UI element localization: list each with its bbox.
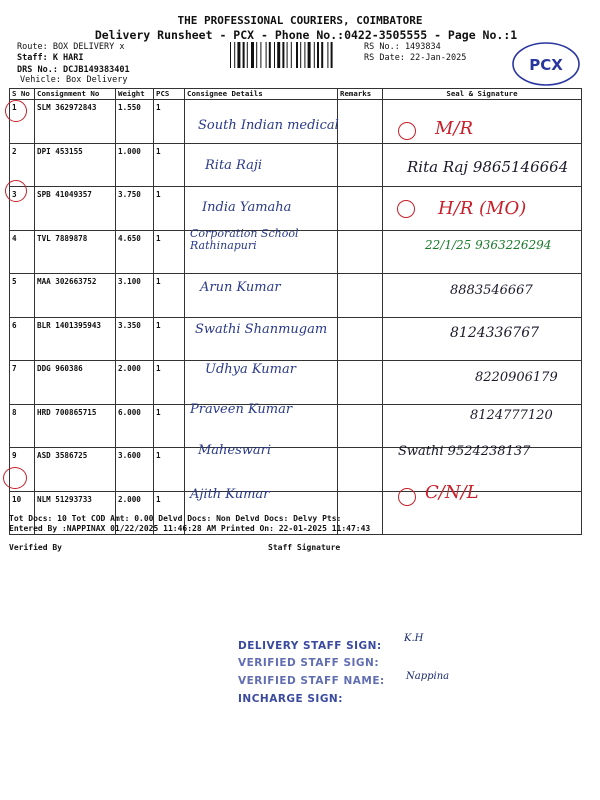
row-weight: 3.350: [116, 317, 154, 361]
row-remarks: [338, 274, 383, 318]
handwritten-consignee: Rita Raji: [205, 158, 263, 173]
handwritten-consignee: India Yamaha: [202, 200, 292, 215]
row-weight: 1.000: [116, 143, 154, 187]
barcode-bar: [230, 42, 231, 68]
handwritten-signature: 22/1/25 9363226294: [425, 238, 552, 252]
row-consignment: SPB 41049357: [35, 187, 116, 231]
red-cross-mark: [398, 488, 416, 506]
handwritten-consignee: Corporation School Rathinapuri: [190, 227, 299, 252]
verified-by-label: Verified By: [9, 543, 62, 552]
row-remarks: [338, 404, 383, 448]
rs-number: RS No.: 1493834: [364, 42, 441, 52]
row-sno: 3: [10, 187, 35, 231]
red-cross-mark: [397, 200, 415, 218]
row-weight: 3.600: [116, 448, 154, 492]
barcode-bar: [314, 42, 315, 68]
row-remarks: [338, 317, 383, 361]
barcode-bar: [237, 42, 240, 68]
barcode-image: [230, 42, 358, 68]
row-weight: 1.550: [116, 100, 154, 144]
drs-number: DRS No.: DCJB149383401: [17, 65, 130, 75]
row-consignment: NLM 51293733: [35, 491, 116, 535]
row-pcs: 1: [154, 274, 185, 318]
handwritten-consignee: Udhya Kumar: [205, 362, 296, 377]
handwritten-consignee: Maheswari: [198, 443, 272, 458]
barcode-bar: [308, 42, 311, 68]
row-consignment: BLR 1401395943: [35, 317, 116, 361]
row-pcs: 1: [154, 100, 185, 144]
staff-label: Staff: K HARI: [17, 53, 84, 63]
barcode-bar: [256, 42, 257, 68]
barcode-bar: [277, 42, 280, 68]
handwritten-signature: H/R (MO): [438, 198, 527, 219]
runsheet-subtitle: Delivery Runsheet - PCX - Phone No.:0422-3505555 - Page No.:1: [94, 28, 518, 42]
handwritten-signature: Swathi 9524238137: [398, 444, 531, 459]
col-remarks: Remarks: [338, 89, 383, 100]
row-sno: 1: [10, 100, 35, 144]
row-pcs: 1: [154, 404, 185, 448]
row-consignment: TVL 7889878: [35, 230, 116, 274]
col-consignment: Consignment No: [35, 89, 116, 100]
barcode-bar: [321, 42, 323, 68]
pcx-stamp: [510, 40, 582, 88]
row-sno: 9: [10, 448, 35, 492]
row-consignment: SLM 362972843: [35, 100, 116, 144]
verified-staff-name-label: VERIFIED STAFF NAME:: [238, 675, 385, 687]
col-sno: S No: [10, 89, 35, 100]
red-circle-mark: [3, 467, 27, 489]
row-weight: 3.100: [116, 274, 154, 318]
row-remarks: [338, 100, 383, 144]
staff-signature-label: Staff Signature: [268, 543, 341, 552]
totals-line: Tot Docs: 10 Tot COD Amt: 0.00 Delvd Docs: Non Delvd Docs: Delvy Pts:: [9, 514, 342, 523]
row-sno: 2: [10, 143, 35, 187]
row-weight: 2.000: [116, 361, 154, 405]
row-consignment: ASD 3586725: [35, 448, 116, 492]
red-cross-mark: [398, 122, 416, 140]
barcode-bar: [317, 42, 319, 68]
row-pcs: 1: [154, 143, 185, 187]
row-consignment: MAA 302663752: [35, 274, 116, 318]
runsheet-table: [9, 88, 582, 535]
handwritten-signature: 8124336767: [450, 325, 540, 341]
delivery-staff-sign-label: DELIVERY STAFF SIGN:: [238, 640, 382, 652]
barcode-bar: [251, 42, 254, 68]
barcode-bar: [287, 42, 288, 68]
incharge-sign-label: INCHARGE SIGN:: [238, 693, 343, 705]
handwritten-signature: 8124777120: [470, 408, 553, 423]
red-circle-mark: [5, 100, 27, 122]
row-sno: 8: [10, 404, 35, 448]
barcode-bar: [291, 42, 292, 68]
vehicle-label: Vehicle: Box Delivery: [20, 75, 128, 85]
handwritten-signature: 8220906179: [475, 370, 558, 385]
row-pcs: 1: [154, 361, 185, 405]
barcode-bar: [269, 42, 271, 68]
row-sno: 7: [10, 361, 35, 405]
row-weight: 4.650: [116, 230, 154, 274]
verified-staff-sign-label: VERIFIED STAFF SIGN:: [238, 657, 380, 669]
row-remarks: [338, 187, 383, 231]
barcode-bar: [327, 42, 328, 68]
row-remarks: [338, 230, 383, 274]
row-weight: 3.750: [116, 187, 154, 231]
barcode-bar: [266, 42, 267, 68]
row-sno: 10: [10, 491, 35, 535]
barcode-bar: [274, 42, 275, 68]
barcode-bar: [300, 42, 301, 68]
delivery-staff-sign-value: K.H: [404, 633, 424, 644]
row-pcs: 1: [154, 491, 185, 535]
barcode-bar: [234, 42, 235, 68]
col-signature: Seal & Signature: [383, 89, 582, 100]
row-consignment: DPI 453155: [35, 143, 116, 187]
handwritten-consignee: South Indian medical: [198, 118, 339, 133]
row-weight: 2.000: [116, 491, 154, 535]
barcode-bar: [296, 42, 298, 68]
row-pcs: 1: [154, 448, 185, 492]
row-remarks: [338, 448, 383, 492]
row-consignment: HRD 700865715: [35, 404, 116, 448]
red-circle-mark: [5, 180, 27, 202]
row-remarks: [338, 143, 383, 187]
row-sno: 4: [10, 230, 35, 274]
barcode-bar: [331, 42, 333, 68]
handwritten-signature: M/R: [435, 118, 474, 139]
svg-text:PCX: PCX: [529, 56, 563, 74]
row-pcs: 1: [154, 187, 185, 231]
rs-date: RS Date: 22-Jan-2025: [364, 53, 467, 63]
col-pcs: PCS: [154, 89, 185, 100]
col-weight: Weight: [116, 89, 154, 100]
table-header-row: [10, 89, 582, 100]
row-weight: 6.000: [116, 404, 154, 448]
handwritten-signature: 8883546667: [450, 283, 533, 298]
barcode-bar: [243, 42, 245, 68]
handwritten-consignee: Swathi Shanmugam: [195, 322, 328, 337]
col-consignee: Consignee Details: [185, 89, 338, 100]
row-pcs: 1: [154, 317, 185, 361]
barcode-bar: [304, 42, 305, 68]
barcode-bar: [260, 42, 261, 68]
row-sno: 5: [10, 274, 35, 318]
handwritten-consignee: Arun Kumar: [200, 280, 281, 295]
handwritten-consignee: Ajith Kumar: [190, 487, 270, 502]
handwritten-signature: Rita Raj 9865146664: [407, 158, 569, 176]
company-title: THE PROFESSIONAL COURIERS, COIMBATORE: [177, 14, 423, 27]
row-sno: 6: [10, 317, 35, 361]
row-consignment: DDG 960386: [35, 361, 116, 405]
barcode-bar: [282, 42, 284, 68]
row-remarks: [338, 361, 383, 405]
handwritten-consignee: Praveen Kumar: [190, 402, 293, 417]
verified-staff-name-value: Nappina: [406, 671, 450, 682]
handwritten-signature: C/N/L: [425, 482, 479, 503]
barcode-bar: [247, 42, 248, 68]
row-pcs: 1: [154, 230, 185, 274]
route-label: Route: BOX DELIVERY x: [17, 42, 125, 52]
entered-by-line: Entered By :NAPPINAX 01/22/2025 11:46:28 AM Printed On: 22-01-2025 11:47:43: [9, 524, 371, 533]
